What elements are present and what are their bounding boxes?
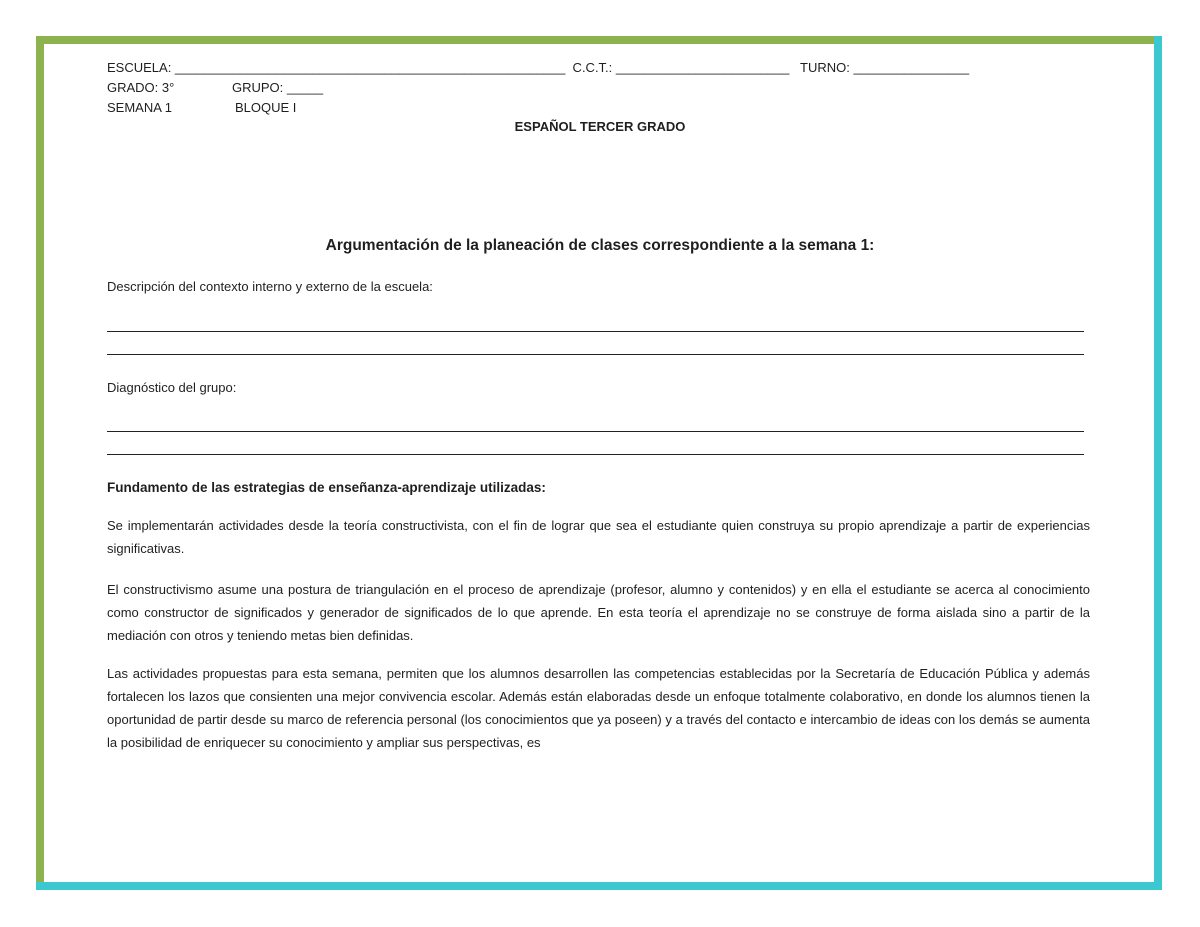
strategies-heading: Fundamento de las estrategias de enseñanza-aprendizaje utilizadas: <box>107 480 546 495</box>
page-border-top <box>36 36 1162 44</box>
blank-line <box>107 331 1084 332</box>
blank-line <box>107 431 1084 432</box>
section-heading: Argumentación de la planeación de clases correspondiente a la semana 1: <box>325 237 875 254</box>
blank-line <box>107 354 1084 355</box>
subject-title: ESPAÑOL TERCER GRADO <box>514 119 686 134</box>
context-label: Descripción del contexto interno y externo de la escuela: <box>107 279 433 294</box>
page-border-left <box>36 36 44 890</box>
blank-line <box>107 454 1084 455</box>
paragraph: Las actividades propuestas para esta semana, permiten que los alumnos desarrollen las competencias establecidas por la Secretaría de Educación Pública y además fortalecen los lazos que consienten una mejor convivencia escolar. Además están elaboradas desde un enfoque totalmente colaborativo, en donde los alumnos tienen la oportunidad de partir desde su marco de referencia personal (los conocimientos que ya poseen) y a través del contacto e intercambio de ideas con los demás se aumenta la posibilidad de enriquecer su conocimiento y ampliar sus perspectivas, es <box>107 666 1090 750</box>
paragraph: El constructivismo asume una postura de triangulación en el proceso de aprendizaje (profesor, alumno y contenidos) y en ella el estudiante se acerca al conocimiento como constructor de significados y generador de significados de lo que aprende. En esta teoría el aprendizaje no se construye de forma aislada sino a partir de la mediación con otros y teniendo metas bien definidas. <box>107 582 1090 643</box>
header-group: GRUPO: _____ <box>232 80 324 95</box>
diagnosis-label: Diagnóstico del grupo: <box>107 380 237 395</box>
header-school-line: ESCUELA: ______________________________________________________ C.C.T.: ________________________ TURNO: ________________ <box>107 60 970 75</box>
header-week: SEMANA 1 <box>107 100 173 115</box>
header-block-number: BLOQUE I <box>235 100 297 115</box>
paragraph: Se implementarán actividades desde la teoría constructivista, con el fin de lograr que sea el estudiante quien construya su propio aprendizaje a partir de experiencias significativas. <box>107 518 1090 556</box>
page-border-bottom <box>36 882 1162 890</box>
header-grade: GRADO: 3° <box>107 80 175 95</box>
page-border-right <box>1154 36 1162 890</box>
